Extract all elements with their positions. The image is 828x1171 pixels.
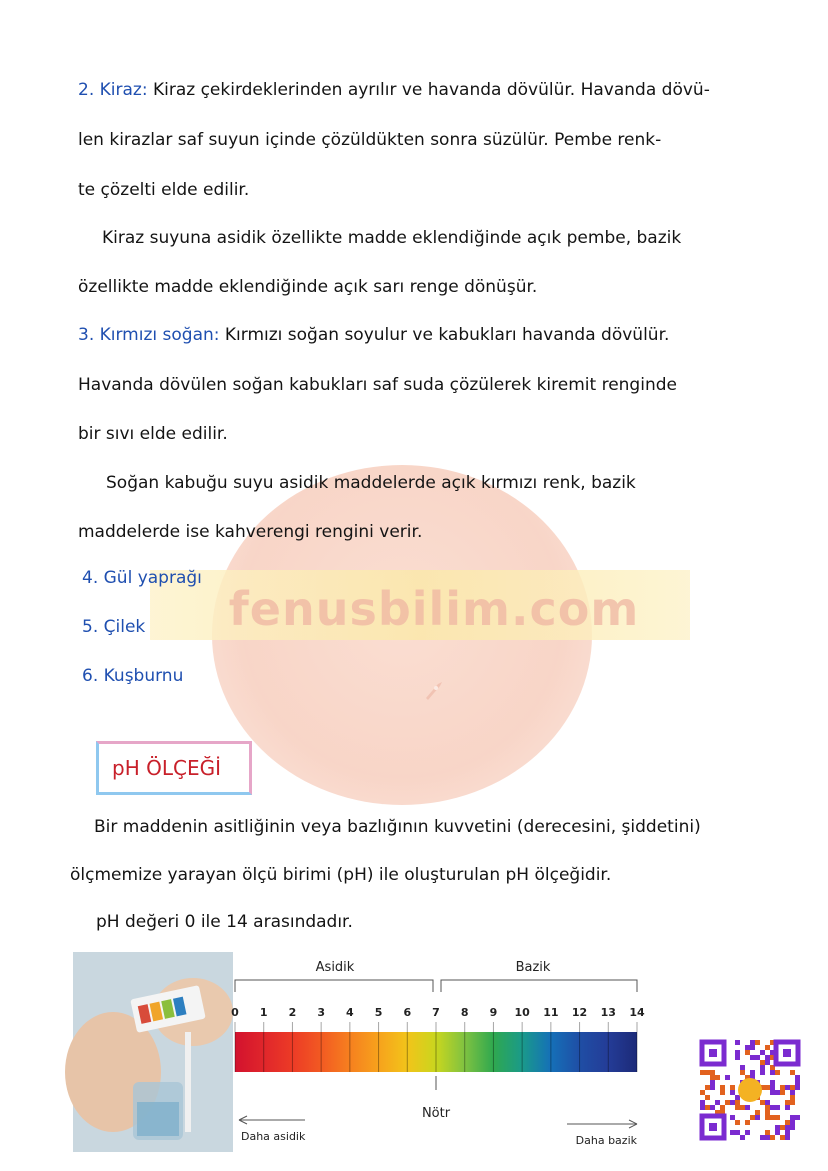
qr-logo bbox=[738, 1078, 762, 1102]
tick-label: 10 bbox=[514, 1006, 530, 1019]
kiraz-label: 2. Kiraz: bbox=[78, 80, 148, 100]
rocket-icon bbox=[418, 676, 448, 706]
tick-label: 5 bbox=[374, 1006, 383, 1019]
color-bands bbox=[235, 1022, 637, 1072]
kiraz-line-4: Kiraz suyuna asidik özellikte madde eklendiğinde açık pembe, bazik bbox=[102, 228, 682, 248]
ph-text-1: Bir maddenin asitliğinin veya bazlığının kuvvetini (derecesini, şiddetini) bbox=[94, 817, 701, 837]
ph-text-2: ölçmemize yarayan ölçü birimi (pH) ile oluşturulan pH ölçeğidir. bbox=[70, 865, 612, 885]
list-item-5: 5. Çilek bbox=[82, 617, 146, 637]
neutral-label: Nötr bbox=[421, 1106, 451, 1121]
sogan-line-2: Havanda dövülen soğan kabukları saf suda çözülerek kiremit renginde bbox=[78, 375, 677, 395]
tick-label: 12 bbox=[571, 1006, 588, 1019]
watermark-text: fenusbilim.com bbox=[228, 582, 640, 636]
tick-label: 2 bbox=[288, 1006, 297, 1019]
sogan-line-3: bir sıvı elde edilir. bbox=[78, 424, 228, 444]
tick-label: 11 bbox=[543, 1006, 559, 1019]
qr-code bbox=[700, 1040, 800, 1140]
list-item-6: 6. Kuşburnu bbox=[82, 666, 184, 686]
list-item-4: 4. Gül yaprağı bbox=[82, 568, 202, 588]
ph-text-3: pH değeri 0 ile 14 arasındadır. bbox=[96, 912, 353, 932]
sogan-label: 3. Kırmızı soğan: bbox=[78, 325, 220, 345]
more-basic-label: Daha bazik bbox=[575, 1134, 637, 1147]
tick-label: 14 bbox=[629, 1006, 645, 1019]
tick-label: 7 bbox=[432, 1006, 440, 1019]
tick-label: 8 bbox=[460, 1006, 469, 1019]
sogan-line-1 bbox=[78, 325, 669, 345]
tick-labels bbox=[231, 1006, 645, 1019]
tick-label: 1 bbox=[259, 1006, 268, 1019]
more-acidic-label: Daha asidik bbox=[241, 1130, 306, 1143]
tick-label: 13 bbox=[600, 1006, 616, 1019]
hands-illustration bbox=[73, 952, 233, 1152]
base-label: Bazik bbox=[515, 960, 551, 975]
tick-label: 9 bbox=[489, 1006, 498, 1019]
tick-label: 4 bbox=[346, 1006, 354, 1019]
kiraz-line-2: len kirazlar saf suyun içinde çözüldükten sonra süzülür. Pembe renk- bbox=[78, 130, 662, 150]
kiraz-line-5: özellikte madde eklendiğinde açık sarı renge dönüşür. bbox=[78, 277, 538, 297]
tick-label: 3 bbox=[317, 1006, 325, 1019]
tick-label: 6 bbox=[403, 1006, 412, 1019]
acid-label: Asidik bbox=[315, 960, 355, 975]
ph-heading: pH ÖLÇEĞİ bbox=[112, 756, 221, 780]
ph-scale-graphic bbox=[233, 952, 643, 1152]
kiraz-line-1 bbox=[78, 80, 710, 100]
sogan-line-4: Soğan kabuğu suyu asidik maddelerde açık kırmızı renk, bazik bbox=[106, 473, 636, 493]
kiraz-line-3: te çözelti elde edilir. bbox=[78, 180, 250, 200]
kiraz-text-1: Kiraz çekirdeklerinden ayrılır ve havanda dövülür. Havanda dövü- bbox=[152, 80, 710, 100]
tick-label: 0 bbox=[231, 1006, 239, 1019]
ph-scale bbox=[233, 952, 643, 1152]
ph-test-photo bbox=[73, 952, 233, 1152]
sogan-text-1: Kırmızı soğan soyulur ve kabukları havanda dövülür. bbox=[224, 325, 670, 345]
sogan-line-5: maddelerde ise kahverengi rengini verir. bbox=[78, 522, 423, 542]
